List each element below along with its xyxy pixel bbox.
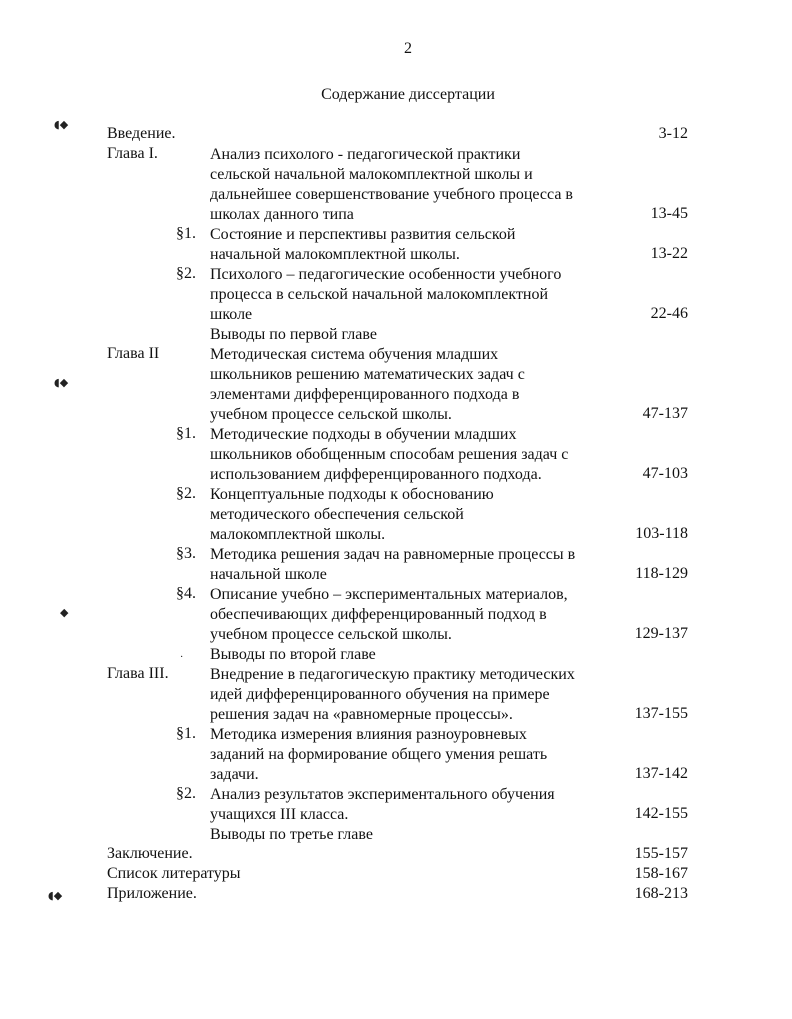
toc-entry — [0, 545, 792, 585]
toc-entry — [0, 325, 792, 345]
toc-title-line: Концептуальные подходы к обоснованию — [210, 486, 494, 503]
toc-entry-title — [210, 585, 615, 645]
toc-title-line: заданий на формирование общего умения решать — [210, 746, 548, 763]
toc-title-line: учащихся III класса. — [210, 806, 349, 823]
toc-page-range: 118-129 — [635, 565, 688, 582]
scan-mark: ◖◆ — [54, 118, 69, 131]
toc-page-range: 3-12 — [658, 125, 688, 142]
toc-section-number: §2. — [176, 785, 196, 802]
toc-section-number: §4. — [176, 585, 196, 602]
toc-title-line: школьников обобщенным способам решения задач с — [210, 446, 569, 463]
toc-entry — [0, 585, 792, 645]
toc-title-line: обеспечивающих дифференцированный подход в — [210, 606, 547, 623]
toc-title-line: начальной школе — [210, 566, 327, 583]
toc-title-line: сельской начальной малокомплектной школы и — [210, 166, 533, 183]
toc-entry-title — [210, 145, 615, 225]
toc-entry-title — [210, 225, 615, 265]
toc-title-line: решения задач на «равномерные процессы». — [210, 706, 513, 723]
toc-entry-title — [210, 325, 615, 345]
toc-entry-title — [210, 265, 615, 325]
toc-title-line: Выводы по первой главе — [210, 326, 377, 343]
toc-title-line: методического обеспечения сельской — [210, 506, 464, 523]
toc-entry-title — [210, 725, 615, 785]
toc-section-number: §2. — [176, 485, 196, 502]
toc-title-line: школе — [210, 306, 253, 323]
toc-title-line: Описание учебно – экспериментальных материалов, — [210, 586, 568, 603]
toc-entry-title — [210, 425, 615, 485]
toc-entry-label: Заключение. — [107, 845, 193, 862]
toc-title-line: Состояние и перспективы развития сельской — [210, 226, 516, 243]
toc-entry — [0, 725, 792, 785]
toc-entry — [0, 225, 792, 265]
toc-page-range: 47-103 — [642, 465, 688, 482]
toc-title-line: Методика измерения влияния разноуровневых — [210, 726, 527, 743]
toc-page-range: 137-142 — [634, 765, 688, 782]
toc-title-line: использованием дифференцированного подхода. — [210, 466, 542, 483]
toc-title-line: процесса в сельской начальной малокомплектной — [210, 286, 549, 303]
toc-entry-title — [210, 665, 615, 725]
toc-title-line: Анализ психолого - педагогической практики — [210, 146, 521, 163]
toc-page-range: 158-167 — [634, 865, 688, 882]
toc-title-line: Выводы по третье главе — [210, 826, 373, 843]
toc-entry — [0, 265, 792, 325]
toc-page-range: 129-137 — [634, 625, 688, 642]
toc-title-line: задачи. — [210, 766, 259, 783]
toc-title-line: Внедрение в педагогическую практику методических — [210, 666, 575, 683]
toc-title-line: дальнейшее совершенствование учебного процесса в — [210, 186, 573, 203]
toc-title-line: Выводы по второй главе — [210, 646, 376, 663]
toc-page-range: 22-46 — [650, 305, 688, 322]
toc-entry-title — [210, 645, 615, 665]
toc-entry-title — [210, 825, 615, 845]
toc-title-line: школах данного типа — [210, 206, 354, 223]
toc-title-line: школьников решению математических задач с — [210, 366, 525, 383]
scan-mark: ◖◆ — [48, 889, 63, 902]
toc-page-range: 137-155 — [634, 705, 688, 722]
toc-title-line: Методические подходы в обучении младших — [210, 426, 517, 443]
toc-section-number: §1. — [176, 225, 196, 242]
toc-title-line: учебном процессе сельской школы. — [210, 406, 452, 423]
toc-page-range: 168-213 — [634, 885, 688, 902]
toc-entry — [0, 825, 792, 845]
toc-entry — [0, 785, 792, 825]
toc-entry — [0, 645, 792, 665]
toc-page-range: 103-118 — [635, 525, 688, 542]
toc-entry — [0, 845, 792, 865]
scan-mark: ◆ — [60, 606, 69, 619]
toc-title-line: учебном процессе сельской школы. — [210, 626, 452, 643]
toc-section-number: §1. — [176, 425, 196, 442]
toc-title-line: начальной малокомплектной школы. — [210, 246, 460, 263]
toc-title-line: идей дифференцированного обучения на примере — [210, 686, 550, 703]
toc-title-line: Методическая система обучения младших — [210, 346, 499, 363]
toc-entry-label: Глава II — [107, 345, 160, 362]
toc-entry — [0, 145, 792, 225]
toc-title-line: малокомплектной школы. — [210, 526, 386, 543]
toc-section-number: §3. — [176, 545, 196, 562]
page-number: 2 — [404, 40, 412, 57]
toc-entry-label: Введение. — [107, 125, 176, 142]
toc-section-number: §1. — [176, 725, 196, 742]
toc-entry-label: Список литературы — [107, 865, 241, 882]
toc-title-line: Психолого – педагогические особенности учебного — [210, 266, 562, 283]
toc-page-range: 13-45 — [650, 205, 688, 222]
scan-dot: · — [180, 652, 184, 663]
toc-entry — [0, 485, 792, 545]
toc-page-range: 155-157 — [634, 845, 688, 862]
toc-entry-title — [210, 485, 615, 545]
toc-entry-title — [210, 345, 615, 425]
toc-title-line: элементами дифференцированного подхода в — [210, 386, 520, 403]
toc-entry — [0, 865, 792, 885]
toc-entry — [0, 885, 792, 905]
scan-mark: ◖◆ — [54, 376, 69, 389]
toc-entry-label: Глава I. — [107, 145, 158, 162]
page-title: Содержание диссертации — [321, 86, 495, 103]
toc-page-range: 13-22 — [650, 245, 688, 262]
toc-section-number: §2. — [176, 265, 196, 282]
toc-entry — [0, 425, 792, 485]
toc-entry-title — [210, 785, 615, 825]
toc-entry — [0, 665, 792, 725]
toc-entry-label: Глава III. — [107, 665, 169, 682]
toc-title-line: Методика решения задач на равномерные процессы в — [210, 546, 576, 563]
toc-page-range: 47-137 — [642, 405, 688, 422]
toc-page-range: 142-155 — [634, 805, 688, 822]
toc-entry-title — [210, 545, 615, 585]
toc-entry — [0, 345, 792, 425]
toc-entry — [0, 125, 792, 145]
toc-title-line: Анализ результатов экспериментального обучения — [210, 786, 555, 803]
toc-entry-label: Приложение. — [107, 885, 197, 902]
